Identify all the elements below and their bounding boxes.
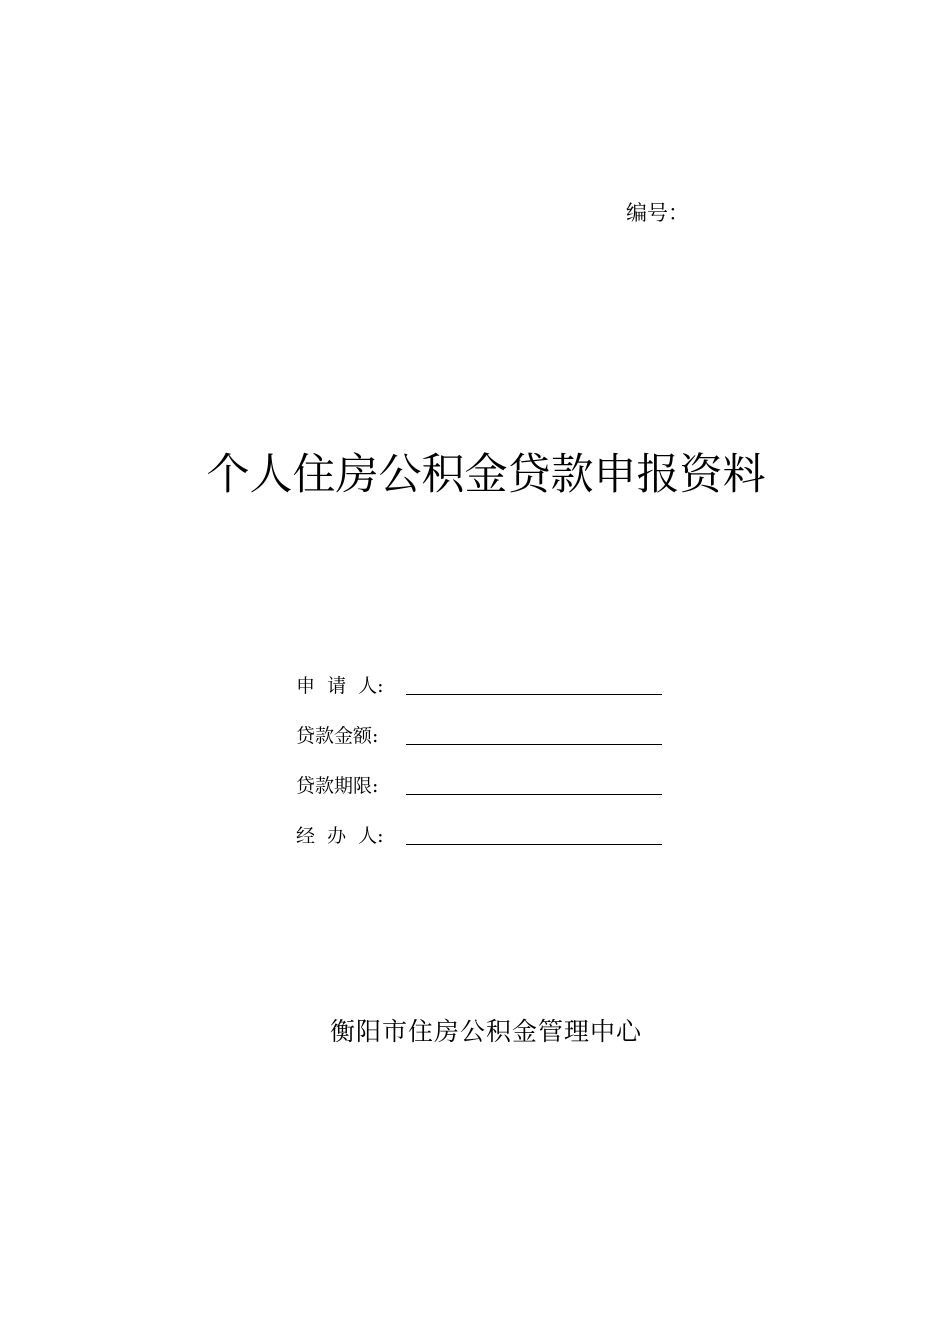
form-fields	[296, 668, 676, 868]
field-row-loan-amount	[296, 718, 676, 768]
field-row-loan-term	[296, 768, 676, 818]
field-label-loan-amount: 贷款金额:	[296, 725, 379, 747]
field-label-loan-term: 贷款期限:	[296, 775, 379, 797]
document-title: 个人住房公积金贷款申报资料	[206, 450, 766, 500]
field-label-handler: 经 办 人:	[296, 825, 384, 847]
field-blank-loan-term[interactable]	[406, 794, 662, 795]
field-blank-handler[interactable]	[406, 844, 662, 845]
issuer-name: 衡阳市住房公积金管理中心	[329, 1017, 642, 1046]
field-blank-applicant[interactable]	[406, 694, 662, 695]
field-label-applicant: 申 请 人:	[296, 675, 384, 697]
document-number-label: 编号：	[626, 201, 689, 225]
field-row-handler	[296, 818, 676, 868]
field-row-applicant	[296, 668, 676, 718]
field-blank-loan-amount[interactable]	[406, 744, 662, 745]
